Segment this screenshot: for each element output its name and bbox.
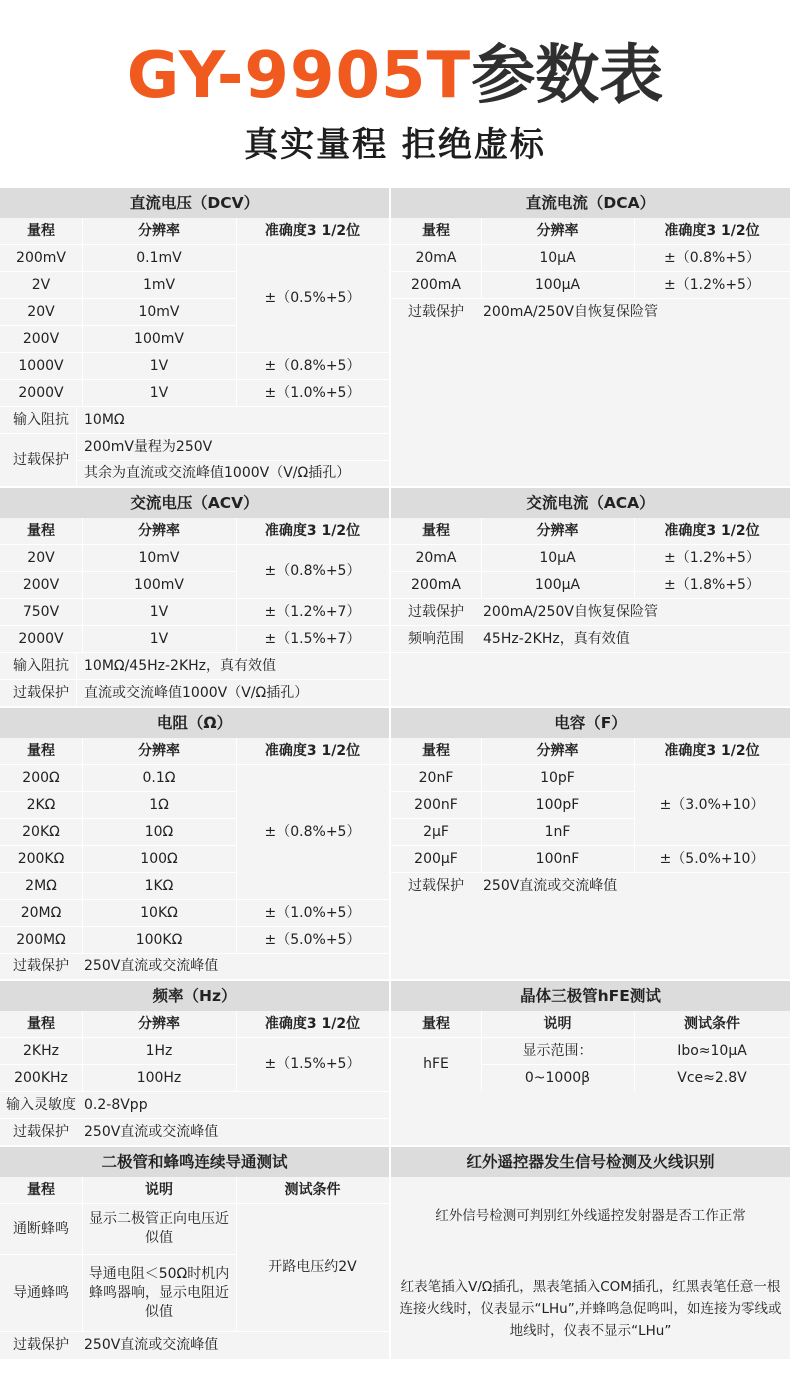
aca-accuracy: ±（1.2%+5） [664, 549, 760, 566]
dca-accuracy: ±（0.8%+5） [664, 249, 760, 266]
table-divider [0, 1091, 389, 1092]
frequency-title: 频率（Hz） [0, 981, 389, 1011]
cap-overload-value: 250V直流或交流峰值 [483, 877, 618, 894]
res-range: 200KΩ [17, 850, 65, 867]
freq-col-range: 量程 [27, 1015, 55, 1032]
resistance-title: 电阻（Ω） [0, 708, 389, 738]
aca-overload-value: 200mA/250V自恢复保险管 [483, 603, 658, 620]
table-divider [236, 738, 237, 954]
res-resolution: 0.1Ω [142, 769, 176, 786]
hfe-condition: Ibo≈10μA [677, 1042, 747, 1059]
table-divider [0, 872, 236, 873]
table-divider [391, 872, 790, 873]
model-name: GY-9905T [126, 39, 472, 113]
table-divider [0, 791, 236, 792]
table-divider [82, 1177, 83, 1332]
freq-resolution: 1Hz [145, 1042, 173, 1059]
res-range: 2MΩ [25, 877, 57, 894]
table-divider [0, 352, 389, 353]
cap-col-resolution: 分辨率 [536, 742, 579, 759]
aca-resolution: 100μA [534, 576, 581, 593]
diode-range: 通断蜂鸣 [13, 1220, 69, 1237]
table-divider [0, 325, 236, 326]
dcv-range: 1000V [18, 357, 64, 374]
hfe-col-condition: 测试条件 [684, 1015, 740, 1032]
ir-section [391, 1147, 790, 1359]
table-divider [481, 1064, 790, 1065]
table-divider [391, 791, 634, 792]
table-divider [76, 653, 77, 706]
acv-col-accuracy: 准确度3 1/2位 [264, 522, 361, 539]
freq-range: 200KHz [14, 1069, 68, 1086]
res-resolution: 100Ω [140, 850, 178, 867]
dcv-resolution: 1mV [142, 276, 176, 293]
freq-col-resolution: 分辨率 [138, 1015, 180, 1032]
dca-overload-label: 过载保护 [408, 303, 464, 320]
res-range: 200Ω [22, 769, 60, 786]
hfe-range: hFE [423, 1056, 449, 1072]
res-overload-label: 过载保护 [13, 958, 69, 974]
freq-sensitivity-label: 输入灵敏度 [6, 1096, 76, 1113]
acv-range: 20V [27, 549, 55, 566]
res-accuracy: ±（1.0%+5） [264, 904, 361, 921]
acv-title: 交流电压（ACV） [0, 488, 389, 518]
res-resolution: 10Ω [144, 823, 174, 840]
acv-impedance-label: 输入阻抗 [13, 657, 69, 674]
table-divider [236, 1011, 237, 1091]
table-divider [0, 953, 389, 954]
acv-resolution: 1V [149, 603, 169, 620]
table-divider [0, 1064, 236, 1065]
cap-resolution: 1nF [544, 823, 571, 840]
aca-section [391, 488, 790, 706]
freq-range: 2KHz [23, 1042, 59, 1059]
acv-overload-value: 直流或交流峰值1000V（V/Ω插孔） [84, 684, 309, 701]
acv-range: 2000V [18, 630, 64, 647]
ir-title: 红外遥控器发生信号检测及火线识别 [391, 1147, 790, 1177]
table-divider [236, 218, 237, 407]
table-divider [0, 598, 389, 599]
hfe-col-desc: 说明 [543, 1015, 572, 1032]
table-divider [634, 518, 635, 598]
freq-accuracy: ±（1.5%+5） [264, 1056, 361, 1072]
table-divider [391, 598, 790, 599]
acv-resolution: 100mV [134, 576, 184, 593]
cap-range: 200nF [414, 796, 458, 813]
hfe-title: 晶体三极管hFE测试 [391, 981, 790, 1011]
table-divider [0, 764, 389, 765]
res-resolution: 100KΩ [135, 931, 183, 948]
dcv-impedance-value: 10MΩ [84, 411, 125, 428]
table-divider [236, 1177, 237, 1332]
table-divider [391, 544, 790, 545]
res-col-accuracy: 准确度3 1/2位 [264, 742, 361, 759]
acv-accuracy: ±（0.8%+5） [264, 563, 361, 579]
dca-overload-value: 200mA/250V自恢复保险管 [483, 303, 658, 320]
res-accuracy: ±（5.0%+5） [264, 931, 361, 948]
cap-col-accuracy: 准确度3 1/2位 [664, 742, 760, 759]
cap-range: 200μF [414, 850, 458, 867]
res-overload-value: 250V直流或交流峰值 [84, 958, 219, 974]
table-divider [0, 571, 236, 572]
dcv-range: 200V [22, 330, 60, 347]
dca-resolution: 100μA [534, 276, 581, 293]
cap-col-range: 量程 [422, 742, 450, 759]
dcv-overload-value: 200mV量程为250V [84, 438, 213, 455]
table-divider [0, 652, 389, 653]
res-col-resolution: 分辨率 [138, 742, 180, 759]
dca-col-range: 量程 [422, 222, 450, 239]
table-divider [0, 926, 389, 927]
dca-range: 200mA [411, 276, 461, 293]
hfe-desc: 显示范围： [522, 1042, 593, 1059]
dcv-section [0, 188, 389, 486]
table-divider [76, 460, 389, 461]
freq-overload-label: 过载保护 [13, 1123, 69, 1140]
title-word: 参数表 [471, 39, 664, 113]
table-divider [0, 433, 389, 434]
freq-resolution: 100Hz [136, 1069, 182, 1086]
dca-resolution: 10μA [539, 249, 576, 266]
dcv-title: 直流电压（DCV） [0, 188, 389, 218]
aca-accuracy: ±（1.8%+5） [664, 576, 760, 593]
table-divider [0, 544, 389, 545]
table-divider [391, 625, 790, 626]
dcv-range: 200mV [16, 249, 66, 266]
dcv-impedance-label: 输入阻抗 [13, 411, 69, 428]
dcv-resolution: 1V [149, 357, 169, 374]
acv-accuracy: ±（1.5%+7） [264, 630, 361, 647]
hfe-condition: Vce≈2.8V [677, 1069, 747, 1086]
table-divider [0, 406, 389, 407]
res-range: 20KΩ [22, 823, 60, 840]
acv-section [0, 488, 389, 706]
aca-col-accuracy: 准确度3 1/2位 [664, 522, 760, 539]
dcv-range: 20V [27, 303, 55, 320]
table-divider [0, 379, 389, 380]
diode-col-condition: 测试条件 [284, 1181, 341, 1198]
acv-range: 750V [22, 603, 60, 620]
hfe-section [391, 981, 790, 1145]
res-resolution: 10KΩ [140, 904, 178, 921]
table-divider [634, 1011, 635, 1091]
res-range: 2KΩ [26, 796, 56, 813]
diode-title: 二极管和蜂鸣连续导通测试 [0, 1147, 389, 1177]
table-divider [391, 271, 790, 272]
freq-sensitivity-value: 0.2-8Vpp [84, 1096, 148, 1113]
table-divider [0, 679, 389, 680]
diode-col-range: 量程 [27, 1181, 55, 1198]
ir-livewire-text: 红表笔插入V/Ω插孔，黑表笔插入COM插孔，红黑表笔任意一根连接火线时，仪表显示“LHu”,并蜂鸣急促鸣叫，如连接为零线或地线时，仪表不显示“LHu” [399, 1279, 782, 1339]
diode-range: 导通蜂鸣 [13, 1284, 69, 1301]
dcv-resolution: 0.1mV [136, 249, 182, 266]
table-divider [0, 1254, 236, 1255]
cap-accuracy: ±（5.0%+10） [659, 850, 765, 867]
res-col-range: 量程 [27, 742, 55, 759]
res-range: 200MΩ [16, 931, 66, 948]
diode-overload-value: 250V直流或交流峰值 [84, 1337, 219, 1353]
table-divider [391, 298, 790, 299]
page-title [0, 36, 790, 116]
acv-accuracy: ±（1.2%+7） [264, 603, 361, 620]
aca-title: 交流电流（ACA） [391, 488, 790, 518]
table-divider [481, 1011, 482, 1091]
dcv-overload-label: 过载保护 [13, 451, 69, 468]
cap-resolution: 100nF [535, 850, 580, 867]
dcv-accuracy: ±（1.0%+5） [264, 384, 361, 401]
table-divider [82, 518, 83, 653]
dca-range: 20mA [415, 249, 457, 266]
hfe-desc: 0~1000β [524, 1069, 591, 1086]
table-divider [0, 271, 236, 272]
diode-col-desc: 说明 [145, 1181, 173, 1198]
table-divider [0, 244, 389, 245]
aca-col-range: 量程 [422, 522, 450, 539]
table-divider [391, 1037, 790, 1038]
table-divider [481, 218, 482, 298]
dcv-col-range: 量程 [27, 222, 55, 239]
table-divider [391, 571, 790, 572]
table-divider [0, 1331, 389, 1332]
cap-accuracy: ±（3.0%+10） [659, 796, 765, 813]
dca-section [391, 188, 790, 486]
res-resolution: 1KΩ [144, 877, 174, 894]
table-divider [82, 738, 83, 954]
hfe-col-range: 量程 [422, 1015, 450, 1032]
freq-col-accuracy: 准确度3 1/2位 [264, 1015, 361, 1032]
res-range: 20MΩ [20, 904, 62, 921]
table-divider [0, 1037, 389, 1038]
table-divider [236, 518, 237, 653]
dca-col-resolution: 分辨率 [536, 222, 579, 239]
aca-overload-label: 过载保护 [408, 603, 464, 620]
cap-resolution: 100pF [535, 796, 580, 813]
table-divider [634, 218, 635, 298]
table-divider [634, 738, 635, 872]
table-divider [0, 1203, 389, 1204]
dca-accuracy: ±（1.2%+5） [664, 276, 760, 293]
dcv-resolution: 100mV [134, 330, 184, 347]
acv-overload-label: 过载保护 [13, 684, 69, 701]
aca-freq-label: 频响范围 [408, 630, 464, 647]
table-divider [391, 652, 790, 653]
aca-col-resolution: 分辨率 [536, 522, 579, 539]
dcv-resolution: 10mV [138, 303, 180, 320]
aca-range: 20mA [415, 549, 457, 566]
capacitance-title: 电容（F） [391, 708, 790, 738]
table-divider [0, 899, 389, 900]
dcv-accuracy: ±（0.5%+5） [264, 290, 361, 306]
diode-desc: 显示二极管正向电压近似值 [89, 1211, 229, 1246]
dcv-range: 2000V [18, 384, 64, 401]
table-divider [0, 818, 236, 819]
cap-resolution: 10pF [540, 769, 575, 786]
res-resolution: 1Ω [149, 796, 169, 813]
table-divider [391, 845, 790, 846]
freq-overload-value: 250V直流或交流峰值 [84, 1123, 219, 1140]
table-divider [481, 518, 482, 598]
dca-col-accuracy: 准确度3 1/2位 [664, 222, 760, 239]
table-divider [0, 845, 236, 846]
dcv-resolution: 1V [149, 384, 169, 401]
table-divider [82, 1011, 83, 1091]
table-divider [391, 764, 790, 765]
acv-resolution: 10mV [138, 549, 180, 566]
aca-freq-value: 45Hz-2KHz，真有效值 [483, 630, 630, 647]
table-divider [391, 818, 634, 819]
dcv-col-resolution: 分辨率 [138, 222, 180, 239]
dcv-accuracy: ±（0.8%+5） [264, 357, 361, 374]
cap-range: 2μF [423, 823, 449, 840]
capacitance-section [391, 708, 790, 979]
diode-condition: 开路电压约2V [268, 1259, 357, 1275]
table-divider [481, 738, 482, 872]
table-divider [76, 407, 77, 486]
resistance-section [0, 708, 389, 979]
diode-overload-label: 过载保护 [13, 1337, 69, 1353]
cap-range: 20nF [418, 769, 454, 786]
acv-col-resolution: 分辨率 [138, 522, 180, 539]
table-divider [0, 298, 236, 299]
dcv-col-accuracy: 准确度3 1/2位 [264, 222, 361, 239]
ir-detect-text: 红外信号检测可判别红外线遥控发射器是否工作正常 [435, 1207, 746, 1224]
aca-resolution: 10μA [539, 549, 576, 566]
acv-col-range: 量程 [27, 522, 55, 539]
diode-desc: 导通电阻＜50Ω时机内蜂鸣器响，显示电阻近似值 [88, 1265, 230, 1320]
diode-section [0, 1147, 389, 1359]
table-divider [82, 218, 83, 407]
acv-impedance-value: 10MΩ/45Hz-2KHz，真有效值 [84, 657, 277, 674]
frequency-section [0, 981, 389, 1145]
dca-title: 直流电流（DCA） [391, 188, 790, 218]
page-subtitle: 真实量程 拒绝虚标 [244, 125, 546, 165]
table-divider [391, 244, 790, 245]
dcv-overload-value: 其余为直流或交流峰值1000V（V/Ω插孔） [84, 464, 351, 481]
acv-range: 200V [22, 576, 60, 593]
cap-overload-label: 过载保护 [408, 877, 464, 894]
table-divider [0, 1118, 389, 1119]
dcv-range: 2V [31, 276, 51, 293]
res-accuracy: ±（0.8%+5） [264, 823, 361, 840]
aca-range: 200mA [411, 576, 461, 593]
acv-resolution: 1V [149, 630, 169, 647]
table-divider [0, 625, 389, 626]
